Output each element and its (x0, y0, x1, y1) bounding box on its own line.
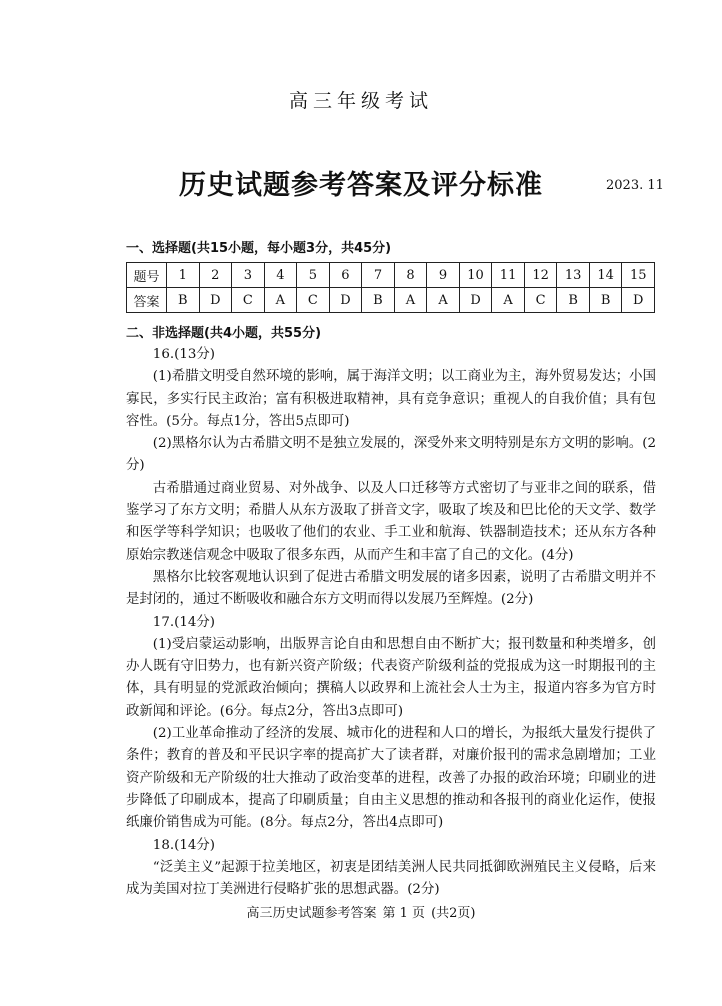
question-number: 10 (459, 263, 492, 288)
answer-cell: B (167, 288, 200, 313)
page-footer (0, 902, 722, 921)
footer-page-number: 第 1 页 (382, 906, 426, 921)
question-number: 13 (557, 263, 590, 288)
answer-cell: D (459, 288, 492, 313)
row-label-number: 题号 (127, 263, 167, 288)
question-17-part-2: (2)工业革命推动了经济的发展、城市化的进程和人口的增长，为报纸大量发行提供了条件；教育的普及和平民识字率的提高扩大了读者群，对廉价报刊的需求急剧增加；工业资产阶级和无产阶级的壮大推动了政治变革的进程，改善了办报的政治环境；印刷业的进步降低了印刷成本，提高了印刷质量；自由主义思想的推动和各报刊的商业化运作，使报纸廉价销售成为可能。(8分。每点2分，答出4点即可) (126, 726, 656, 831)
answer-cell: D (622, 288, 655, 313)
question-number: 1 (167, 263, 200, 288)
question-number: 2 (199, 263, 232, 288)
answer-cell: C (524, 288, 557, 313)
question-number: 7 (362, 263, 395, 288)
question-number: 4 (264, 263, 297, 288)
question-number: 11 (492, 263, 525, 288)
section-2-heading: 二、非选择题(共4小题，共55分) (126, 326, 322, 341)
answer-cell: A (427, 288, 460, 313)
answer-cell: D (199, 288, 232, 313)
document-date: 2023. 11 (606, 178, 664, 193)
footer-title: 高三历史试题参考答案 (246, 906, 377, 921)
answer-cell: B (362, 288, 395, 313)
exam-name: 高三年级考试 (288, 90, 433, 112)
answer-cell: A (394, 288, 427, 313)
answer-cell: C (297, 288, 330, 313)
question-number: 9 (427, 263, 460, 288)
question-17-label: 17.(14分) (152, 614, 215, 630)
table-row-numbers (127, 263, 655, 288)
answer-cell: B (589, 288, 622, 313)
question-16-label: 16.(13分) (152, 347, 215, 362)
answer-table (126, 262, 655, 313)
question-16-part-1: (1)希腊文明受自然环境的影响，属于海洋文明；以工商业为主，海外贸易发达；小国寡民，多实行民主政治；富有积极进取精神，具有竞争意识；重视人的自我价值；具有包容性。(5分。每点1分，答出5点即可) (126, 369, 656, 429)
question-number: 6 (329, 263, 362, 288)
question-18-label: 18.(14分) (152, 837, 215, 853)
answer-cell: A (492, 288, 525, 313)
question-16-paragraph-4: 黑格尔比较客观地认识到了促进古希腊文明发展的诸多因素，说明了古希腊文明并不是封闭的，通过不断吸收和融合东方文明而得以发展乃至辉煌。(2分) (126, 569, 656, 608)
document-title: 历史试题参考答案及评分标准 (179, 170, 543, 201)
question-16-part-2: (2)黑格尔认为古希腊文明不是独立发展的，深受外来文明特别是东方文明的影响。(2分) (126, 436, 656, 474)
question-number: 3 (232, 263, 265, 288)
question-number: 15 (622, 263, 655, 288)
section-1-heading: 一、选择题(共15小题，每小题3分，共45分) (126, 241, 392, 256)
answer-body (126, 344, 656, 901)
question-number: 8 (394, 263, 427, 288)
question-number: 14 (589, 263, 622, 288)
table-row-answers (127, 288, 655, 313)
row-label-answer: 答案 (127, 288, 167, 313)
question-number: 5 (297, 263, 330, 288)
question-number: 12 (524, 263, 557, 288)
answer-cell: C (232, 288, 265, 313)
question-17-part-1: (1)受启蒙运动影响，出版界言论自由和思想自由不断扩大；报刊数量和种类增多，创办人既有守旧势力，也有新兴资产阶级；代表资产阶级利益的党报成为这一时期报刊的主体，具有明显的党派政治倾向；撰稿人以政界和上流社会人士为主，报道内容多为官方时政新闻和评论。(6分。每点2分，答出3点即可) (126, 636, 656, 719)
question-16-paragraph-3: 古希腊通过商业贸易、对外战争、以及人口迁移等方式密切了与亚非之间的联系，借鉴学习了东方文明；希腊人从东方汲取了拼音文字，吸取了埃及和巴比伦的天文学、数学和医学等科学知识；也吸收了他们的农业、手工业和航海、铁器制造技术；还从东方各种原始宗教迷信观念中吸取了很多东西，从而产生和丰富了自己的文化。(4分) (126, 480, 656, 563)
footer-total-pages: (共2页) (431, 906, 476, 921)
answer-cell: B (557, 288, 590, 313)
answer-cell: D (329, 288, 362, 313)
answer-cell: A (264, 288, 297, 313)
question-18-paragraph-1: “泛美主义”起源于拉美地区，初衷是团结美洲人民共同抵御欧洲殖民主义侵略，后来成为美国对拉丁美洲进行侵略扩张的思想武器。(2分) (126, 859, 656, 898)
